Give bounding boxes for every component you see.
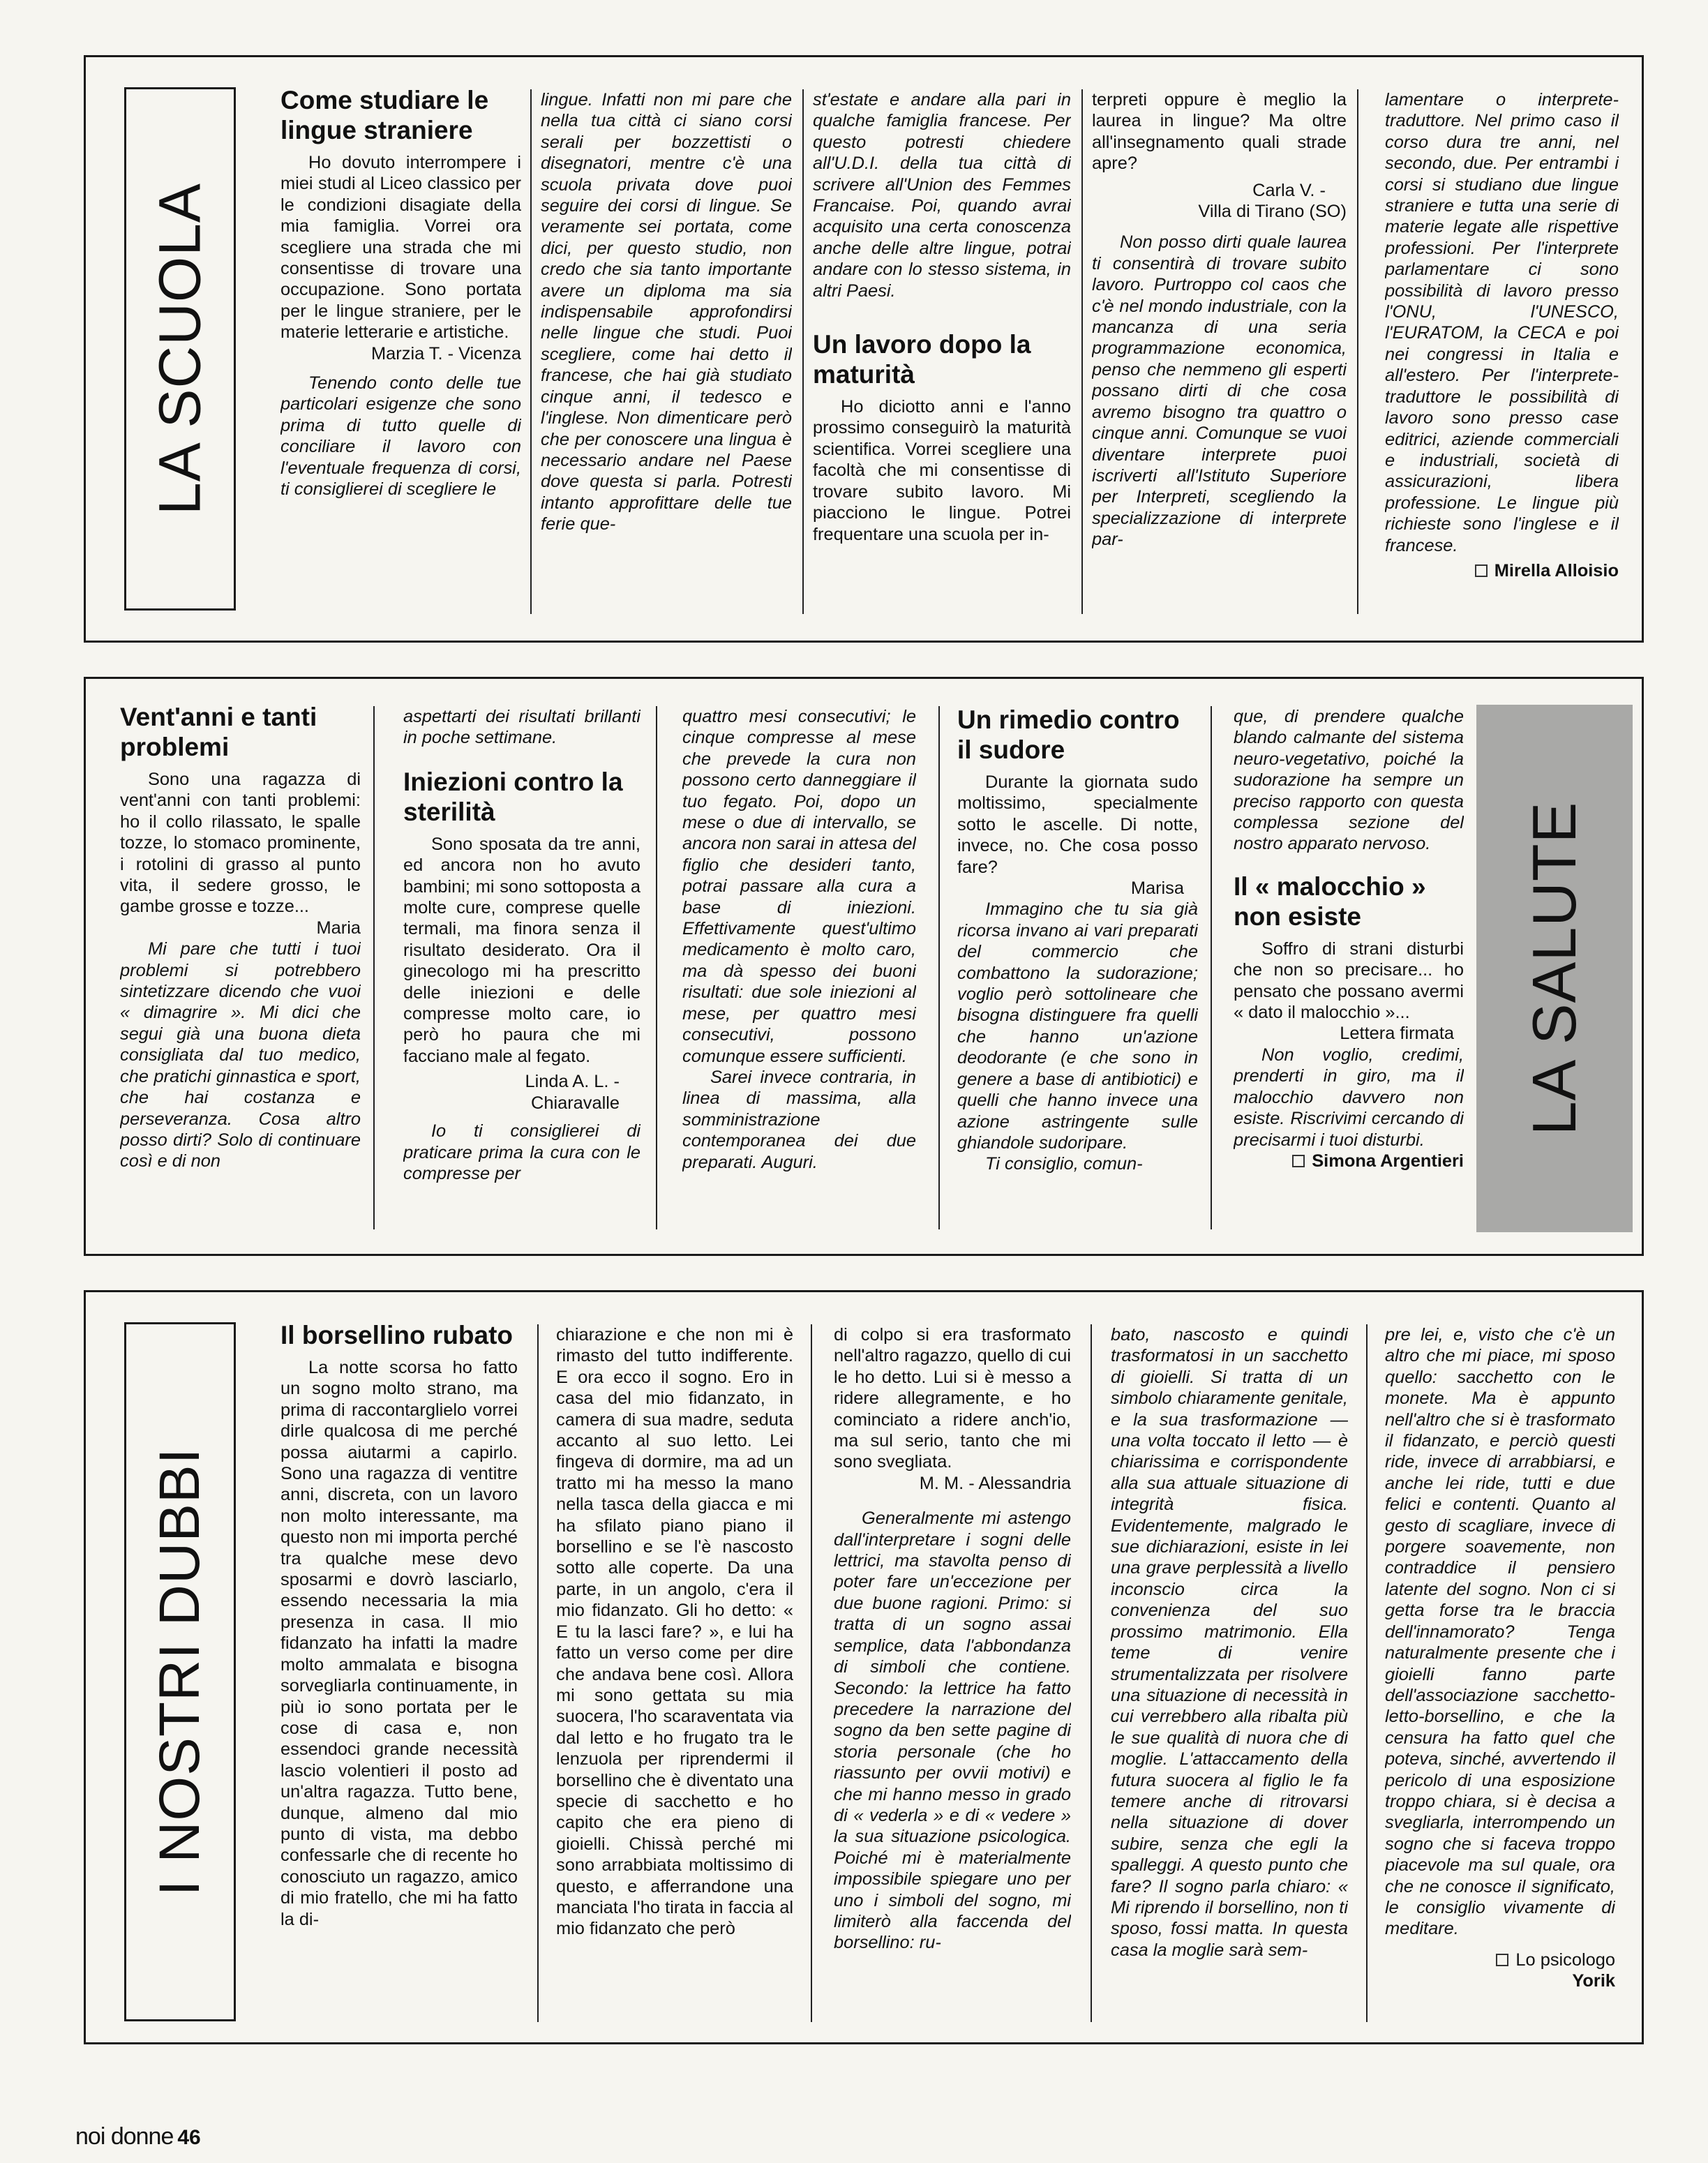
reply-text: lingue. Infatti non mi pare che nella tua città ci siano corsi serali per bozzettisti o disegnatori, mentre c'è una scuola privata dove puoi seguire dei corsi di lingue. Se veramente sei portata, come dici, per questo studio, non credo che sia tanto importante avere un diploma ma sia indispensabile approfondirsi nelle lingue che studi. Puoi scegliere, come hai detto il francese, che hai già studiato cinque anni, il tedesco e l'inglese. Non dimenticare però che per conoscere una lingua è necessario andare nel Paese dove questa si parla. Potresti intanto approfittare delle tue ferie que- bbox=[541, 90, 792, 534]
author-credit: Mirella Alloisio bbox=[1385, 560, 1619, 581]
column-divider bbox=[802, 89, 804, 614]
reader-letter: Ho dovuto interrompere i miei studi al Liceo classico per le condizioni disagiate della mia famiglia. Vorrei ora scegliere una strada che mi consentisse di trovare una occupazione. Sono portata per le lingue straniere, per le materie letterarie e artistiche. bbox=[280, 153, 521, 343]
reply-text: Non voglio, credimi, prenderti in giro, ma il malocchio davvero non esiste. Riscrivimi cercando di precisarmi i tuoi disturbi. bbox=[1234, 1045, 1464, 1150]
column-divider bbox=[1081, 89, 1083, 614]
column-divider bbox=[1366, 1324, 1368, 2022]
reader-letter: Durante la giornata sudo moltissimo, specialmente sotto le ascelle. Di notte, invece, no. Che cosa posso fare? bbox=[957, 772, 1198, 877]
section-title: LA SALUTE bbox=[1520, 801, 1589, 1136]
column-divider bbox=[1211, 706, 1212, 1229]
square-bullet-icon bbox=[1292, 1155, 1305, 1167]
author-credit: Lo psicologo bbox=[1385, 1949, 1615, 1970]
article-column bbox=[556, 1324, 793, 2029]
reader-letter: Ho diciotto anni e l'anno prossimo conseguirò la maturità scientifica. Vorrei scegliere una facoltà che mi consentisse di trovare subito lavoro. Mi piacciono le lingue. Potrei frequentare una scuola per in- bbox=[813, 397, 1071, 544]
reply-text: aspettarti dei risultati brillanti in poche settimane. bbox=[403, 707, 640, 748]
article-title: Come studiare le lingue straniere bbox=[280, 86, 489, 144]
article-column bbox=[1385, 89, 1619, 627]
reply-text: Generalmente mi astengo dall'interpretare i sogni delle lettrici, ma stavolta penso di poter fare un'eccezione per due buone ragioni. Primo: si tratta di un sogno assai semplice, data l'abbondanza di simboli che contiene. Secondo: la lettrice ha fatto precedere la narrazione del sogno da ben sette pagine di storia personale (che ho riassunto per ovvii motivi) e che mi hanno messo in grado di « vederla » e di « vedere » la sua situazione psicologica. Poiché mi è materialmente impossibile spiegare uno per uno i simboli del sogno, mi limiterò alla faccenda del borsellino: ru- bbox=[834, 1509, 1071, 1953]
letter-signature: M. M. - Alessandria bbox=[919, 1473, 1071, 1493]
article-column bbox=[1385, 1324, 1615, 2033]
column-divider bbox=[1091, 1324, 1092, 2022]
article-column bbox=[1092, 89, 1347, 620]
reply-text: quattro mesi consecutivi; le cinque compresse al mese che prevede la cura non possono certo danneggiare il tuo fegato. Poi, dopo un mese o due di intervallo, se ancora non sarai in attesa del figlio che desideri tanto, potrai passare alla cura a base di iniezioni. Effettivamente quest'ultimo medicamento è molto caro, ma dà spesso dei buoni risultati: due sole iniezioni al mese, per quattro mesi consecutivi, possono comunque essere sufficienti. bbox=[682, 707, 916, 1066]
reply-text: lamentare o interprete-traduttore. Nel primo caso il corso dura tre anni, nel secondo, due. Per entrambi i corsi si studiano due lingue straniere e tutta una serie di materie legate alle rispettive professioni. Per l'interprete parlamentare ci sono possibilità di lavoro presso l'ONU, l'UNESCO, l'EURATOM, la CECA e poi nei congressi in Italia e all'estero. Per l'interprete-traduttore le possibilità di lavoro sono presso case editrici, aziende commerciali e industriali, società di assicurazioni, libera professione. Le lingue più richieste sono l'inglese e il francese. bbox=[1385, 90, 1619, 555]
article-column bbox=[120, 702, 361, 1232]
square-bullet-icon bbox=[1475, 564, 1488, 577]
magazine-brand: noi donne bbox=[75, 2123, 174, 2150]
article-column bbox=[1234, 706, 1464, 1243]
reply-text: Mi pare che tutti i tuoi problemi si potrebbero sintetizzare dicendo che vuoi « dimagrire ». Mi dici che segui già una buona dieta consigliata dal tuo medico, che pratichi ginnastica e sport, che hai costanza e perseveranza. Cosa altro posso dirti? Solo di continuare così e di non bbox=[120, 939, 361, 1172]
reader-letter: terpreti oppure è meglio la laurea in lingue? Ma oltre all'insegnamento quali strade apre? bbox=[1092, 90, 1347, 174]
reply-text: st'estate e andare alla pari in qualche famiglia francese. Per questo potresti chiedere all'U.D.I. della tua città di scrivere all'Union des Femmes Francaise. Poi, quando avrai acquisito una certa conoscenza anche delle altre lingue, potrai andare con lo stesso sistema, in altri Paesi. bbox=[813, 90, 1071, 301]
column-divider bbox=[811, 1324, 812, 2022]
reader-letter: di colpo si era trasformato nell'altro ragazzo, quello di cui le ho detto. Lui si è messo a ridere allegramente, e ho cominciato a ridere anch'io, ma sul serio, tanto che mi sono svegliata. bbox=[834, 1325, 1071, 1472]
author-credit: Simona Argentieri bbox=[1234, 1151, 1464, 1172]
letter-signature-place: Chiaravalle bbox=[530, 1093, 620, 1113]
article-column bbox=[813, 89, 1071, 620]
reply-text: bato, nascosto e quindi trasformatosi in un sacchetto di gioielli. Si tratta di un simbolo chiaramente genitale, e la sua trasformazione — una volta toccato il letto — è chiarissima e corrispondente alla sua attuale situazione di integrità fisica. Evidentemente, malgrado le sue dichiarazioni, esiste in lei una grave perplessità a livello inconscio circa la convenienza del suo prossimo matrimonio. Ella teme di venire strumentalizzata per risolvere una situazione di necessità in cui verrebbero alla ribalta più le sue qualità di nuora che di moglie. L'attaccamento della futura suocera al figlio le fa temere anche di ritrovarsi nella situazione di dover subire, senza che egli la spalleggi. A questo punto che fare? Il sogno parla chiaro: « Mi riprendo il borsellino, non ti sposo, fossi matta. In questa casa la moglie sarà sem- bbox=[1111, 1325, 1348, 1960]
article-column bbox=[1111, 1324, 1348, 2029]
section-title: I NOSTRI DUBBI bbox=[148, 1447, 211, 1896]
author-credit-name: Yorik bbox=[1572, 1971, 1615, 1991]
column-divider bbox=[1357, 89, 1358, 614]
reader-letter: Sono sposata da tre anni, ed ancora non ho avuto bambini; mi sono sottoposta a molte cure, comprese quelle termali, ma finora senza il risultato desiderato. Ora il ginecologo mi ha prescritto delle iniezioni e delle compresse molto care, io però ho paura che mi facciano male al fegato. bbox=[403, 834, 640, 1066]
article-title: Vent'anni e tanti problemi bbox=[120, 703, 317, 761]
article-column bbox=[280, 85, 521, 615]
article-title: Il borsellino rubato bbox=[280, 1321, 514, 1349]
letter-signature: Linda A. L. - bbox=[525, 1072, 620, 1092]
letter-signature: Maria bbox=[316, 918, 361, 938]
article-title: Iniezioni contro la sterilità bbox=[403, 767, 623, 826]
section-title: LA SCUOLA bbox=[147, 183, 213, 515]
article-column bbox=[682, 706, 916, 1236]
article-title: Il « malocchio » non esiste bbox=[1234, 871, 1426, 931]
column-divider bbox=[373, 706, 375, 1229]
reply-text: Ti consiglio, comun- bbox=[985, 1154, 1143, 1174]
reader-letter: chiarazione e che non mi è rimasto del tutto indifferente. E ora ecco il sogno. Ero in casa del mio fidanzato, in camera di sua madre, seduta accanto al suo letto. Lei fingeva di dormire, ma ad un tratto mi ha messo la mano nella tasca della giacca e mi ha sfilato piano piano il borsellino e se l'è nascosto sotto alle coperte. Da una parte, in un angolo, c'era il mio fidanzato. Gli ho detto: « E tu la lasci fare? », e lui ha fatto un verso come per dire che andava bene così. Allora mi sono gettata su mia suocera, l'ho scaraventata via dal letto e ho frugato tra le lenzuola per riprendermi il borsellino che è diventato una specie di sacchetto e ho capito che era pieno di gioielli. Chissà perché mi sono arrabbiata moltissimo di questo, e afferrandone una manciata l'ho tirata in faccia al mio fidanzato che però bbox=[556, 1325, 793, 1939]
letter-signature: Carla V. - bbox=[1252, 180, 1326, 200]
article-column bbox=[834, 1324, 1071, 2029]
article-column bbox=[957, 705, 1198, 1235]
reply-text: Io ti consiglierei di praticare prima la cura con le compresse per bbox=[403, 1121, 640, 1183]
reader-letter: Soffro di strani disturbi che non so precisare... ho pensato che possano avermi « dato il malocchio »... bbox=[1234, 938, 1464, 1023]
letter-signature: Marisa bbox=[1130, 878, 1184, 899]
reader-letter: Sono una ragazza di vent'anni con tanti problemi: ho il collo rilassato, le spalle tozze, lo stomaco prominente, i rotolini di grasso al punto vita, il sedere grosso, le gambe grosse e tozze... bbox=[120, 770, 361, 917]
letter-signature: Lettera firmata bbox=[1340, 1024, 1454, 1044]
column-divider bbox=[537, 1324, 539, 2022]
reply-text: Immagino che tu sia già ricorsa invano ai vari preparati del commercio che combattono la sudorazione; voglio però sottolineare che bisogna distinguere fra quelli che hanno un'azione deodorante (e che sono in genere a base di antibiotici) e quelli che hanno invece una azione astringente sulle ghiandole sudoripare. bbox=[957, 899, 1198, 1153]
page-footer bbox=[75, 2123, 201, 2150]
square-bullet-icon bbox=[1496, 1954, 1508, 1966]
section-tab-la-scuola bbox=[124, 87, 236, 611]
reply-text: Tenendo conto delle tue particolari esigenze che sono prima di tutto quelle di conciliare il lavoro con l'eventuale frequenza di corsi, ti consiglierei di scegliere le bbox=[280, 373, 521, 500]
article-column bbox=[541, 89, 792, 620]
column-divider bbox=[656, 706, 657, 1229]
article-column bbox=[403, 706, 640, 1236]
reply-text: pre lei, e, visto che c'è un altro che mi piace, mi sposo quello: sacchetto con le monete. Ma è appunto nell'altro che si è trasformato il fidanzato, e perciò questi ride, invece di arrabbiarsi, e anche lei ride, tutti e due felici e contenti. Quanto al gesto di scagliare, invece di porgere soavemente, non contraddice il pensiero latente del sogno. Non ci si getta forse tra le braccia dell'innamorato? Tenga naturalmente presente che i gioielli fanno parte dell'associazione sacchetto-letto-borsellino, e che la censura ha fatto quel che poteva, sinché, avvertendo il pericolo di una esposizione troppo chiara, si è decisa a svegliarla, interrompendo un sogno che si faceva troppo piacevole ma sul quale, ora che ne conosce il significato, le consiglio vivamente di meditare. bbox=[1385, 1325, 1615, 1939]
reply-text: Sarei invece contraria, in linea di massima, alla somministrazione contemporanea dei due preparati. Auguri. bbox=[682, 1067, 916, 1172]
letter-signature: Marzia T. - Vicenza bbox=[371, 343, 521, 364]
article-column bbox=[280, 1320, 518, 2030]
page-number: 46 bbox=[177, 2126, 201, 2149]
letter-signature-place: Villa di Tirano (SO) bbox=[1198, 202, 1347, 222]
column-divider bbox=[530, 89, 532, 614]
section-tab-la-salute bbox=[1476, 705, 1633, 1232]
article-title: Un rimedio contro il sudore bbox=[957, 705, 1180, 764]
reply-text: que, di prendere qualche blando calmante del sistema neuro-vegetativo, poiché la sudorazione ha sempre un preciso rapporto con questa complessa sezione del nostro apparato nervoso. bbox=[1234, 707, 1464, 854]
column-divider bbox=[938, 706, 940, 1229]
section-tab-i-nostri-dubbi bbox=[124, 1322, 236, 2021]
reply-text: Non posso dirti quale laurea ti consentirà di trovare subito lavoro. Purtroppo col caos che c'è nel mondo industriale, con la mancanza di una seria programmazione economica, penso che nemmeno gli esperti possano dirti di che cosa avremo bisogno tra quattro o cinque anni. Comunque se vuoi diventare interprete puoi iscriverti all'Istituto Superiore per Interpreti, scegliendo la specializzazione di interprete par- bbox=[1092, 232, 1347, 550]
article-title: Un lavoro dopo la maturità bbox=[813, 330, 1031, 389]
reader-letter: La notte scorsa ho fatto un sogno molto strano, ma prima di raccontarglielo vorrei dirle qualcosa di me perché possa aiutarmi a capirlo. Sono una ragazza di ventitre anni, discreta, con un lavoro non molto interessante, ma questo non mi importa perché tra qualche mese devo sposarmi e dovrò lasciarlo, essendo necessaria la mia presenza in casa. Il mio fidanzato ha infatti la madre molto ammalata e bisogna sorvegliarla continuamente, in più io sono portata per le cose di casa e, non essendoci grande necessità lascio volentieri il posto ad un'altra ragazza. Tutto bene, dunque, almeno dal mio punto di vista, ma debbo confessarle che di recente ho conosciuto un ragazzo, amico di mio fratello, che mi ha fatto la di- bbox=[280, 1358, 518, 1929]
